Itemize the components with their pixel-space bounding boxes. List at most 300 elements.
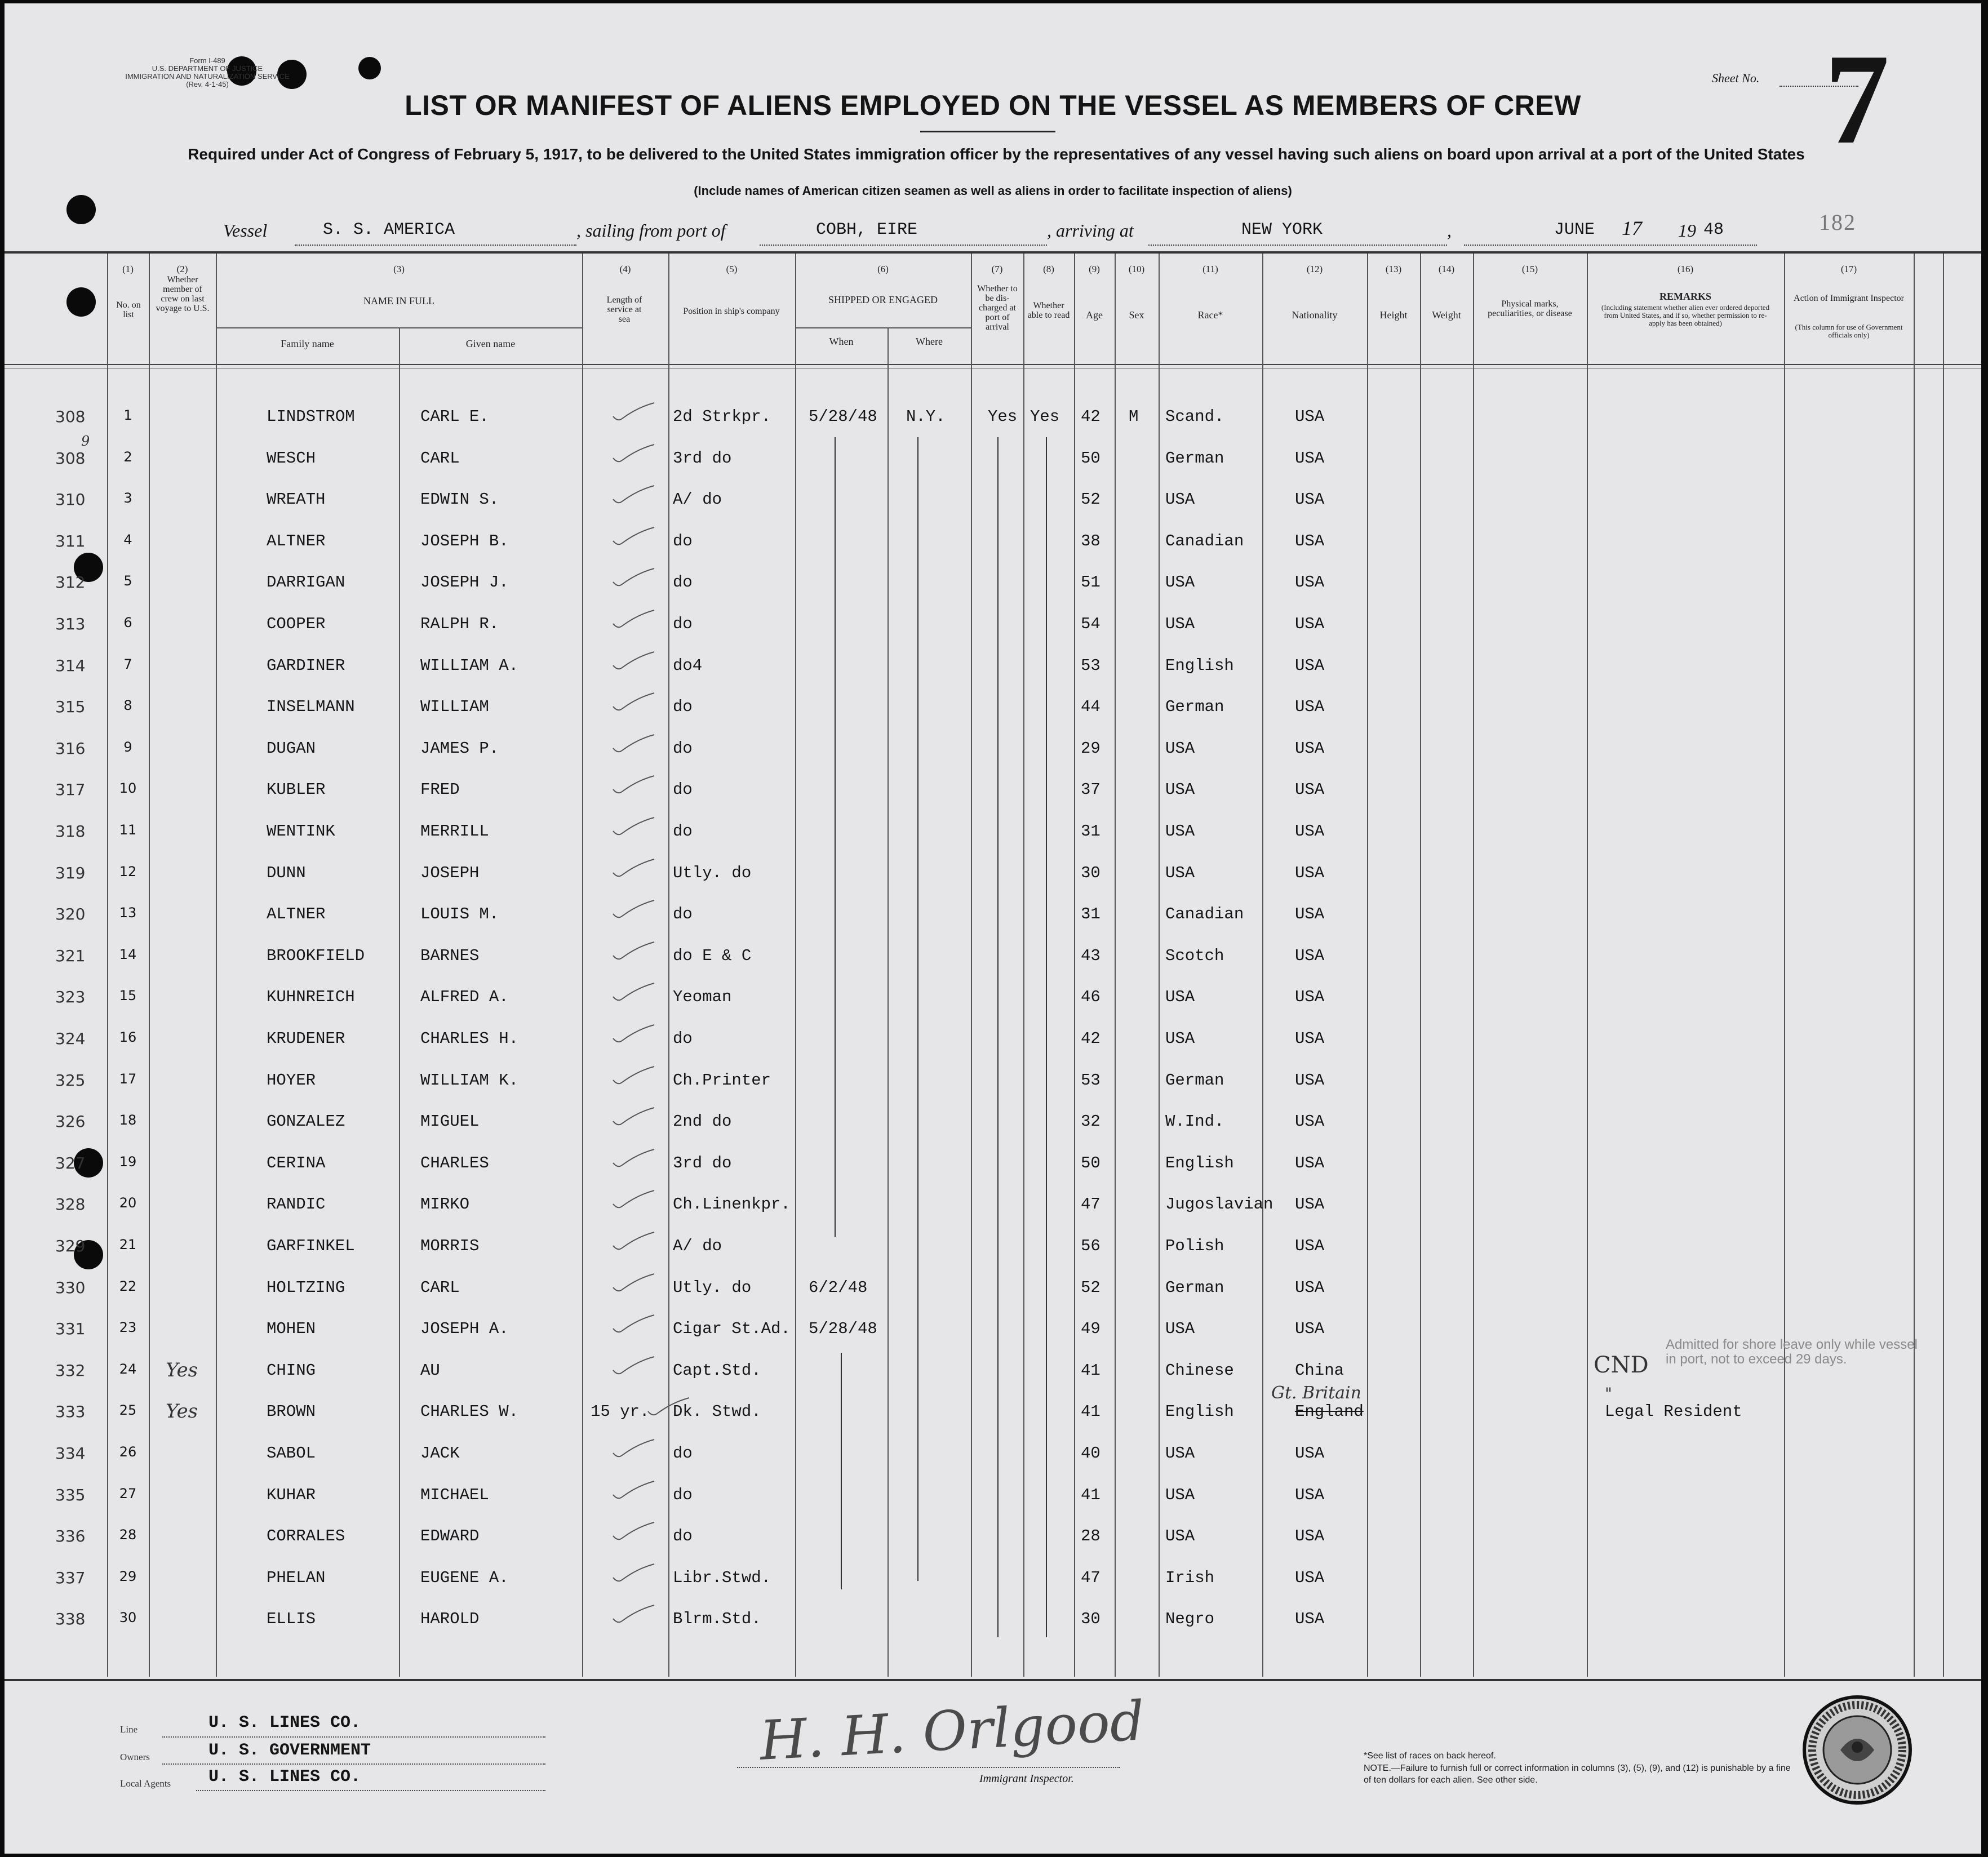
arrival-day: 17 [1622, 217, 1642, 239]
race: German [1165, 698, 1224, 716]
title-underline [920, 131, 1055, 132]
check-mark [647, 1397, 692, 1419]
given-name: JAMES P. [420, 739, 499, 758]
nationality: USA [1295, 1112, 1325, 1131]
nationality: USA [1295, 988, 1325, 1006]
grid-line [107, 254, 108, 1677]
nationality: USA [1295, 780, 1325, 799]
ref-number: 316 [55, 739, 86, 758]
owners-value: U. S. GOVERNMENT [208, 1741, 371, 1760]
header-rule-double [5, 368, 1981, 369]
ship-position: Ch.Linenkpr. [673, 1195, 791, 1214]
row-number: 27 [119, 1486, 137, 1501]
race: German [1165, 1278, 1224, 1297]
ship-position: Cigar St.Ad. [673, 1320, 791, 1338]
family-name: BROOKFIELD [267, 947, 365, 965]
crew-last-voyage-flag: Yes [166, 1400, 198, 1423]
col-num-3: (3) [393, 264, 405, 274]
ship-position: Capt.Std. [673, 1361, 761, 1380]
col-header-position: Position in ship's company [683, 306, 780, 316]
inspector-label: Immigrant Inspector. [979, 1772, 1074, 1785]
row-number: 15 [119, 988, 137, 1003]
ref-number: 314 [55, 656, 86, 675]
shipped-when: 5/28/48 [809, 1320, 877, 1338]
family-name: KRUDENER [267, 1029, 345, 1048]
ship-position: do [673, 1527, 693, 1545]
row-number: 9 [123, 739, 132, 755]
ref-number: 333 [55, 1402, 86, 1421]
row-number: 8 [123, 698, 132, 713]
check-mark [612, 1604, 657, 1627]
check-mark [612, 651, 657, 673]
age: 41 [1081, 1486, 1100, 1504]
ship-position: do [673, 573, 693, 592]
grid-line [668, 254, 669, 1677]
grid-line [582, 254, 583, 1677]
family-name: DARRIGAN [267, 573, 345, 592]
nationality: USA [1295, 1278, 1325, 1297]
race: USA [1165, 1444, 1195, 1463]
races-note: *See list of races on back hereof. [1364, 1751, 1496, 1761]
ref-number: 334 [55, 1444, 86, 1463]
row-number: 20 [119, 1195, 137, 1211]
race: USA [1165, 490, 1195, 509]
col-header-read: Whether able to read [1027, 301, 1070, 320]
age: 42 [1081, 1029, 1100, 1048]
check-mark-stroke [613, 859, 654, 876]
given-name: ALFRED A. [420, 988, 509, 1006]
given-name: WILLIAM A. [420, 656, 519, 675]
ship-position: A/ do [673, 490, 722, 509]
race: USA [1165, 573, 1195, 592]
arrival-year-prefix: 19 [1678, 220, 1696, 241]
check-mark [612, 1563, 657, 1585]
race: Jugoslavian [1165, 1195, 1273, 1214]
given-name: CARL E. [420, 407, 489, 426]
given-name: CHARLES [420, 1154, 489, 1172]
ref-number: 320 [55, 905, 86, 923]
col-num-9: (9) [1089, 264, 1100, 274]
ship-position: do [673, 1029, 693, 1048]
check-mark [612, 692, 657, 714]
vessel-name: S. S. AMERICA [323, 220, 455, 239]
grid-line [1420, 254, 1421, 1677]
nationality: USA [1295, 698, 1325, 716]
check-mark-stroke [613, 693, 654, 710]
check-mark-stroke [613, 1190, 654, 1207]
ship-position: Dk. Stwd. [673, 1402, 761, 1421]
arrival-month: JUNE [1554, 220, 1595, 239]
row-number: 29 [119, 1569, 137, 1584]
check-mark-stroke [613, 1108, 654, 1125]
col-num-11: (11) [1202, 264, 1218, 274]
check-mark-stroke [613, 818, 654, 834]
check-mark-stroke [613, 1067, 654, 1083]
ref-number: 310 [55, 490, 86, 509]
col-header-race: Race* [1197, 309, 1223, 321]
col-num-4: (4) [619, 264, 631, 274]
check-mark-stroke [613, 1440, 654, 1456]
age: 41 [1081, 1402, 1100, 1421]
check-mark-stroke [613, 486, 654, 503]
grid-line [399, 327, 400, 1677]
given-name: JOSEPH [420, 864, 480, 882]
form-revision: (Rev. 4-1-45) [186, 80, 229, 88]
given-name: MICHAEL [420, 1486, 489, 1504]
ditto-line-when [835, 437, 836, 1237]
check-mark [612, 1521, 657, 1544]
given-name: JOSEPH B. [420, 532, 509, 550]
stamp-number: 182 [1819, 210, 1856, 235]
nationality: China [1295, 1361, 1344, 1380]
row-number: 28 [119, 1527, 137, 1543]
arriving-label: , arriving at [1047, 220, 1134, 241]
ref-number: 313 [55, 615, 86, 633]
nationality: USA [1295, 1071, 1325, 1090]
given-name: JOSEPH J. [420, 573, 509, 592]
row-number: 5 [123, 573, 132, 589]
shipped-where: N.Y. [906, 407, 946, 426]
given-name: FRED [420, 780, 460, 799]
age: 28 [1081, 1527, 1100, 1545]
document-title: LIST OR MANIFEST OF ALIENS EMPLOYED ON THE VESSEL AS MEMBERS OF CREW [405, 90, 1581, 121]
family-name: CERINA [267, 1154, 326, 1172]
header-subrule [795, 327, 971, 328]
nationality: USA [1295, 739, 1325, 758]
col-header-when: When [829, 336, 854, 347]
check-mark [612, 1314, 657, 1336]
sailing-label: , sailing from port of [576, 220, 726, 241]
col-header-where: Where [916, 336, 943, 347]
family-name: BROWN [267, 1402, 316, 1421]
age: 29 [1081, 739, 1100, 758]
given-name: MORRIS [420, 1237, 480, 1255]
grid-line [1262, 254, 1263, 1677]
check-mark [612, 485, 657, 507]
row-number: 1 [123, 407, 132, 423]
row-number: 30 [119, 1610, 137, 1625]
col-num-6: (6) [877, 264, 889, 274]
age: 40 [1081, 1444, 1100, 1463]
race: German [1165, 1071, 1224, 1090]
col-num-7: (7) [991, 264, 1003, 274]
family-name: CHING [267, 1361, 316, 1380]
race: USA [1165, 739, 1195, 758]
check-mark [612, 1356, 657, 1378]
age: 37 [1081, 780, 1100, 799]
given-name: JACK [420, 1444, 460, 1463]
document-subtitle: Required under Act of Congress of February 5, 1917, to be delivered to the United States immigration officer by the representatives of any vessel having such aliens on board upon arrival at a port of the United States [188, 145, 1805, 163]
family-name: WESCH [267, 449, 316, 468]
check-mark [612, 526, 657, 549]
race: English [1165, 656, 1234, 675]
nationality: USA [1295, 1444, 1325, 1463]
given-name: MIGUEL [420, 1112, 480, 1131]
age: 50 [1081, 449, 1100, 468]
check-mark-stroke [613, 610, 654, 627]
col-num-10: (10) [1128, 264, 1145, 274]
row-number: 14 [119, 947, 137, 962]
row-number: 21 [119, 1237, 137, 1252]
ref-number: 338 [55, 1610, 86, 1628]
given-name: CARL [420, 1278, 460, 1297]
check-mark [612, 402, 657, 424]
check-mark [612, 1024, 657, 1046]
ship-position: Utly. do [673, 1278, 752, 1297]
ref-number: 337 [55, 1569, 86, 1587]
col-header-family: Family name [281, 338, 334, 349]
ref-number: 317 [55, 780, 86, 799]
age: 53 [1081, 1071, 1100, 1090]
race: USA [1165, 988, 1195, 1006]
col-header-age: Age [1086, 309, 1103, 321]
family-name: CORRALES [267, 1527, 345, 1545]
sheet-number-label: Sheet No. [1712, 71, 1760, 85]
remark: Legal Resident [1605, 1402, 1742, 1421]
nationality: USA [1295, 1486, 1325, 1504]
check-mark-stroke [613, 445, 654, 461]
ref-number: 331 [55, 1320, 86, 1338]
check-mark [612, 1148, 657, 1171]
grid-line [888, 327, 889, 1677]
race: USA [1165, 1527, 1195, 1545]
ditto-line-read [1046, 437, 1047, 1637]
nationality: USA [1295, 1029, 1325, 1048]
check-mark-stroke [613, 1357, 654, 1374]
row-number: 22 [119, 1278, 137, 1294]
ref-number: 311 [55, 532, 86, 550]
race: German [1165, 449, 1224, 468]
age: 46 [1081, 988, 1100, 1006]
ship-position: do [673, 615, 693, 633]
nationality: USA [1295, 864, 1325, 882]
check-mark [612, 899, 657, 922]
nationality: USA [1295, 1569, 1325, 1587]
check-mark [612, 1273, 657, 1295]
age: 49 [1081, 1320, 1100, 1338]
grid-line [971, 254, 972, 1677]
grid-line [1159, 254, 1160, 1677]
check-mark-stroke [613, 735, 654, 752]
age: 47 [1081, 1195, 1100, 1214]
age: 30 [1081, 864, 1100, 882]
row-number: 25 [119, 1402, 137, 1418]
header-subrule [216, 327, 582, 328]
check-mark [612, 734, 657, 756]
age: 43 [1081, 947, 1100, 965]
row-number: 23 [119, 1320, 137, 1335]
col-header-action-note: (This column for use of Government officials only) [1795, 323, 1903, 339]
family-name: KUHAR [267, 1486, 316, 1504]
row-number: 6 [123, 615, 132, 630]
inspector-signature: H. H. Orlgood [758, 1689, 1146, 1772]
ref-number: 332 [55, 1361, 86, 1380]
grid-line [1587, 254, 1588, 1677]
given-name: RALPH R. [420, 615, 499, 633]
ref-number: 312 [55, 573, 86, 592]
ref-number: 327 [55, 1154, 86, 1172]
ditto-line-discharged [997, 437, 999, 1637]
age: 54 [1081, 615, 1100, 633]
race: Scotch [1165, 947, 1224, 965]
col-header-no: No. on list [116, 300, 141, 319]
race: Irish [1165, 1569, 1215, 1587]
row-number: 18 [119, 1112, 137, 1128]
sex: M [1129, 407, 1139, 426]
shipped-when: 5/28/48 [809, 407, 877, 426]
given-name: WILLIAM [420, 698, 489, 716]
nationality: USA [1295, 407, 1325, 426]
row-number: 7 [123, 656, 132, 672]
seal-graphic [1801, 1694, 1914, 1806]
race: W.Ind. [1165, 1112, 1224, 1131]
col-header-sex: Sex [1129, 309, 1144, 321]
row-number: 4 [123, 532, 132, 548]
ship-position: 3rd do [673, 1154, 732, 1172]
given-name: MERRILL [420, 822, 489, 841]
punch-hole [358, 57, 381, 79]
family-name: WENTINK [267, 822, 335, 841]
age: 47 [1081, 1569, 1100, 1587]
check-mark [612, 1107, 657, 1129]
col-header-physical: Physical marks, peculiarities, or disease [1488, 299, 1572, 318]
form-identifier [106, 57, 309, 88]
signature-rule [737, 1767, 1120, 1768]
ref-number: 318 [55, 822, 86, 841]
check-mark-stroke [613, 527, 654, 544]
race: English [1165, 1154, 1234, 1172]
able-to-read-flag: Yes [1030, 407, 1060, 426]
check-mark-stroke [613, 1605, 654, 1622]
race: USA [1165, 1320, 1195, 1338]
col-header-remarks: REMARKS [1659, 291, 1711, 302]
check-mark-stroke [613, 900, 654, 917]
arrival-port: NEW YORK [1241, 220, 1323, 239]
age: 30 [1081, 1610, 1100, 1628]
agents-label: Local Agents [120, 1778, 171, 1789]
race: USA [1165, 1029, 1195, 1048]
col-header-height: Height [1379, 309, 1408, 321]
ship-position: Utly. do [673, 864, 752, 882]
family-name: ALTNER [267, 905, 326, 923]
row-number: 3 [123, 490, 132, 506]
ship-position: Yeoman [673, 988, 732, 1006]
ref-number: 328 [55, 1195, 86, 1214]
col-num-5: (5) [726, 264, 738, 274]
family-name: DUNN [267, 864, 306, 882]
penalty-note: NOTE.—Failure to furnish full or correct information in columns (3), (5), (9), and (12) is punishable by a fine of ten dollars for each alien. See other side. [1364, 1763, 1791, 1785]
check-mark-stroke [613, 1232, 654, 1249]
ref-number: 330 [55, 1278, 86, 1297]
discharged-flag: Yes [988, 407, 1018, 426]
race: USA [1165, 1486, 1195, 1504]
remark-handwritten: CND [1594, 1352, 1649, 1378]
age: 52 [1081, 490, 1100, 509]
ditto-mark: " [1605, 1384, 1612, 1403]
age: 42 [1081, 407, 1100, 426]
ship-position: Blrm.Std. [673, 1610, 761, 1628]
col-header-action: Action of Immigrant Inspector [1794, 294, 1904, 303]
ref-number: 324 [55, 1029, 86, 1048]
length-of-service: 15 yr. [591, 1402, 650, 1421]
family-name: ALTNER [267, 532, 326, 550]
manifest-sheet [5, 3, 1981, 1854]
col-header-discharged: Whether to be dis-charged at port of arrival [977, 284, 1018, 332]
nationality: USA [1295, 1195, 1325, 1214]
check-mark [612, 567, 657, 590]
row-number: 24 [119, 1361, 137, 1377]
nationality: USA [1295, 1320, 1325, 1338]
age: 51 [1081, 573, 1100, 592]
family-name: DUGAN [267, 739, 316, 758]
ref-number: 321 [55, 947, 86, 965]
check-mark-stroke [648, 1398, 689, 1415]
grid-line [216, 254, 217, 1677]
grid-line [1943, 254, 1944, 1677]
race: English [1165, 1402, 1234, 1421]
row-number: 2 [123, 449, 132, 465]
age: 56 [1081, 1237, 1100, 1255]
check-mark-stroke [613, 1522, 654, 1539]
given-name: LOUIS M. [420, 905, 499, 923]
given-name: AU [420, 1361, 440, 1380]
check-mark-stroke [613, 1025, 654, 1042]
family-name: ELLIS [267, 1610, 316, 1628]
ship-position: 3rd do [673, 449, 732, 468]
nationality: USA [1295, 1154, 1325, 1172]
agents-value: U. S. LINES CO. [208, 1767, 361, 1787]
ref-number: 308 [55, 449, 86, 468]
nationality: USA [1295, 1527, 1325, 1545]
age: 50 [1081, 1154, 1100, 1172]
vessel-label: Vessel [223, 220, 268, 241]
ship-position: do [673, 532, 693, 550]
col-header-nationality: Nationality [1292, 309, 1338, 321]
given-name: WILLIAM K. [420, 1071, 519, 1090]
form-service: IMMIGRATION AND NATURALIZATION SERVICE [125, 72, 290, 81]
given-name: EDWARD [420, 1527, 480, 1545]
document-note: (Include names of American citizen seamen as well as aliens in order to facilitate inspection of aliens) [694, 184, 1292, 198]
race: Canadian [1165, 905, 1244, 923]
col-num-2: (2) [176, 264, 188, 274]
ship-position: Ch.Printer [673, 1071, 771, 1090]
nationality: USA [1295, 656, 1325, 675]
ship-position: do [673, 1486, 693, 1504]
family-name: WREATH [267, 490, 326, 509]
ref-number: 326 [55, 1112, 86, 1131]
ref-number: 319 [55, 864, 86, 882]
shore-leave-stamp: Admitted for shore leave only while vessel in port, not to exceed 29 days. [1666, 1337, 1918, 1367]
grid-line [1115, 254, 1116, 1677]
check-mark [612, 858, 657, 881]
ref-correction: 9 [81, 433, 90, 449]
given-name: EUGENE A. [420, 1569, 509, 1587]
race: USA [1165, 780, 1195, 799]
comma-separator: , [1447, 220, 1452, 241]
ship-position: do E & C [673, 947, 752, 965]
family-name: RANDIC [267, 1195, 326, 1214]
col-header-weight: Weight [1432, 309, 1461, 321]
family-name: GARDINER [267, 656, 345, 675]
family-name: GONZALEZ [267, 1112, 345, 1131]
age: 44 [1081, 698, 1100, 716]
given-name: BARNES [420, 947, 480, 965]
grid-line [1473, 254, 1474, 1677]
col-num-15: (15) [1521, 264, 1538, 274]
given-name: CHARLES W. [420, 1402, 519, 1421]
check-mark [612, 816, 657, 839]
nationality: USA [1295, 573, 1325, 592]
